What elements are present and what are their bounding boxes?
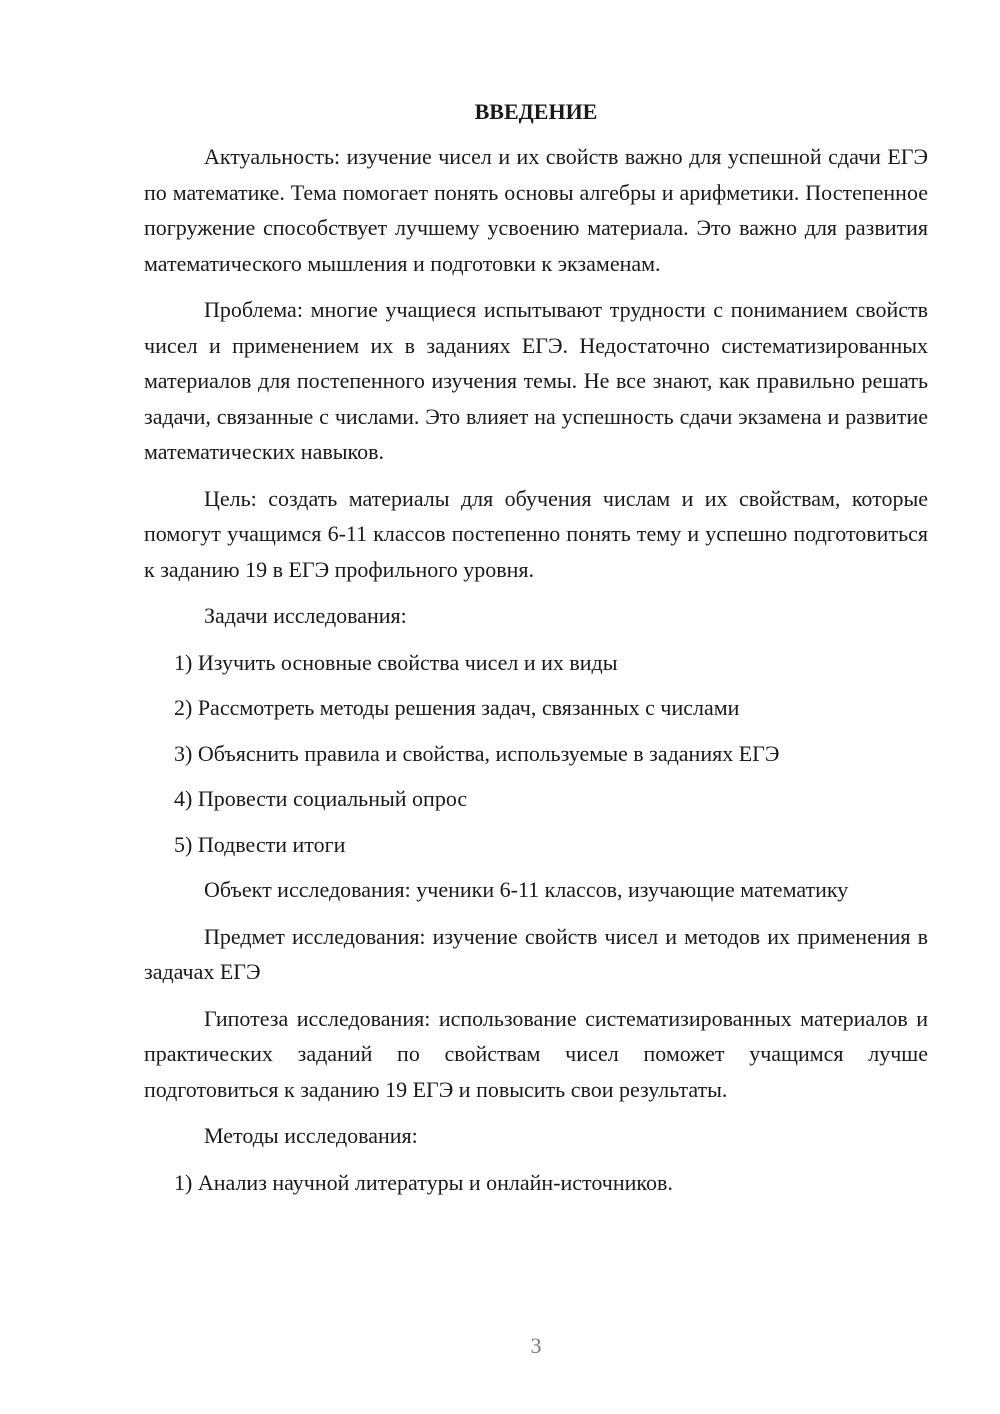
methods-heading: Методы исследования: [204, 1123, 418, 1148]
page-number: 3 [530, 1333, 542, 1358]
task-item-2: 2) Рассмотреть методы решения задач, связанных с числами [174, 695, 740, 720]
task-item-5: 5) Подвести итоги [174, 831, 346, 857]
relevance-paragraph: Актуальность: изучение чисел и их свойств важно для успешной сдачи ЕГЭ по математике. Тема помогает понять основы алгебры и арифметики. Постепенное погружение способствует лучшему усвоению материала. Это важно для развития математического мышления и подготовки к экзаменам. [144, 144, 928, 276]
task-item-3: 3) Объяснить правила и свойства, используемые в заданиях ЕГЭ [174, 740, 780, 766]
subject-paragraph: Предмет исследования: изучение свойств чисел и методов их применения в задачах ЕГЭ [144, 923, 928, 984]
document-body [144, 94, 928, 1210]
problem-paragraph: Проблема: многие учащиеся испытывают трудности с пониманием свойств чисел и применением их в заданиях ЕГЭ. Недостаточно систематизированных материалов для постепенного изучения темы. Не все знают, как правильно решать задачи, связанные с числами. Это влияет на успешность сдачи экзамена и развитие математических навыков. [144, 297, 928, 464]
section-title: ВВЕДЕНИЕ [474, 99, 598, 124]
hypothesis-paragraph: Гипотеза исследования: использование систематизированных материалов и практических заданий по свойствам чисел поможет учащимся лучше подготовиться к заданию 19 ЕГЭ и повысить свои результаты. [144, 1005, 928, 1102]
object-paragraph: Объект исследования: ученики 6-11 классов, изучающие математику [204, 877, 849, 902]
tasks-heading: Задачи исследования: [204, 603, 407, 628]
method-item-1: 1) Анализ научной литературы и онлайн-источников. [174, 1169, 673, 1195]
task-item-4: 4) Провести социальный опрос [174, 786, 468, 811]
task-item-1: 1) Изучить основные свойства чисел и их виды [174, 649, 618, 675]
goal-paragraph: Цель: создать материалы для обучения числам и их свойствам, которые помогут учащимся 6-11 классов постепенно понять тему и успешно подготовиться к заданию 19 в ЕГЭ профильного уровня. [144, 485, 928, 582]
